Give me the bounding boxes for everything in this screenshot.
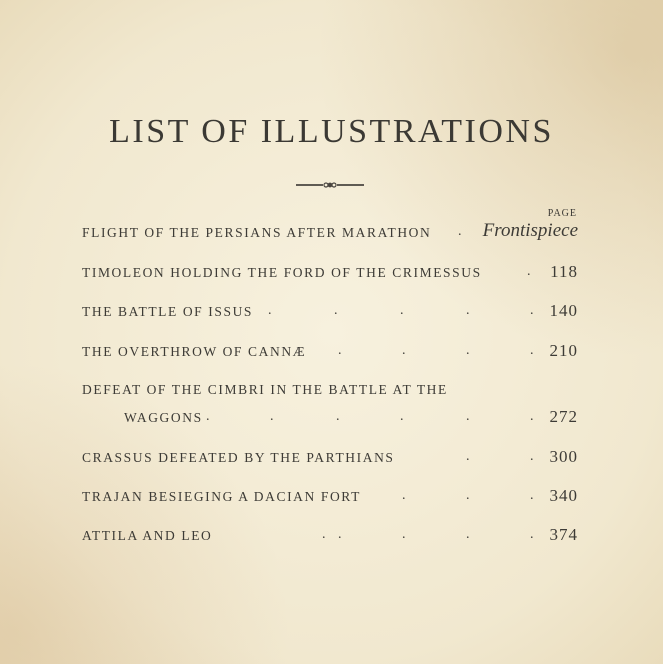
leader-dot: . <box>527 264 531 279</box>
entry-title: TRAJAN BESIEGING A DACIAN FORT <box>82 489 361 504</box>
illustration-entry <box>82 220 578 242</box>
leader-dot: . <box>530 488 534 503</box>
leader-dot: . <box>402 343 406 358</box>
leader-dot: . <box>458 224 462 239</box>
leader-dot: . <box>338 343 342 358</box>
entry-page: Frontispiece <box>482 220 578 241</box>
leader-dot: . <box>338 527 342 542</box>
leader-dot: . <box>466 409 470 424</box>
leader-dot: . <box>334 303 338 318</box>
leader-dot: . <box>530 409 534 424</box>
leader-dot: . <box>400 303 404 318</box>
illustration-entry <box>82 527 578 545</box>
entry-title: DEFEAT OF THE CIMBRI IN THE BATTLE AT THE <box>82 382 448 397</box>
leader-dot: . <box>530 343 534 358</box>
illustration-entry-continuation <box>82 409 578 427</box>
entry-page: 140 <box>549 301 578 320</box>
illustration-entry <box>82 343 578 361</box>
leader-dot: . <box>402 527 406 542</box>
leader-dot: . <box>270 409 274 424</box>
leader-dot: . <box>530 527 534 542</box>
illustration-entry <box>82 381 578 399</box>
leader-dot: . <box>322 527 326 542</box>
page-title: LIST OF ILLUSTRATIONS <box>109 113 554 150</box>
page-column-label: PAGE <box>547 208 577 219</box>
entry-page: 374 <box>549 525 578 544</box>
entry-title: FLIGHT OF THE PERSIANS AFTER MARATHON <box>82 225 432 240</box>
entry-title: CRASSUS DEFEATED BY THE PARTHIANS <box>82 450 395 465</box>
illustration-entry <box>82 488 578 506</box>
leader-dot: . <box>400 409 404 424</box>
entry-title: ATTILA AND LEO <box>82 528 213 543</box>
leader-dot: . <box>466 488 470 503</box>
leader-dot: . <box>530 303 534 318</box>
illustration-entry <box>82 303 578 321</box>
leader-dot: . <box>466 303 470 318</box>
leader-dot: . <box>206 409 210 424</box>
leader-dot: . <box>402 488 406 503</box>
entry-title: THE BATTLE OF ISSUS <box>82 304 254 319</box>
entry-page: 118 <box>550 262 578 281</box>
entry-title: TIMOLEON HOLDING THE FORD OF THE CRIMESSUS <box>82 265 482 280</box>
entry-page: 340 <box>549 486 578 505</box>
leader-dot: . <box>466 527 470 542</box>
leader-dot: . <box>466 343 470 358</box>
leader-dot: . <box>336 409 340 424</box>
illustration-entry <box>82 449 578 467</box>
entry-page: 272 <box>549 407 578 426</box>
entry-title-continuation: WAGGONS <box>124 410 203 425</box>
leader-dot: . <box>268 303 272 318</box>
entry-page: 210 <box>549 341 578 360</box>
ornament-divider <box>296 180 364 190</box>
entry-title: THE OVERTHROW OF CANNÆ <box>82 344 307 359</box>
entry-page: 300 <box>549 447 578 466</box>
illustration-entry <box>82 264 578 282</box>
leader-dot: . <box>466 449 470 464</box>
leader-dot: . <box>530 449 534 464</box>
